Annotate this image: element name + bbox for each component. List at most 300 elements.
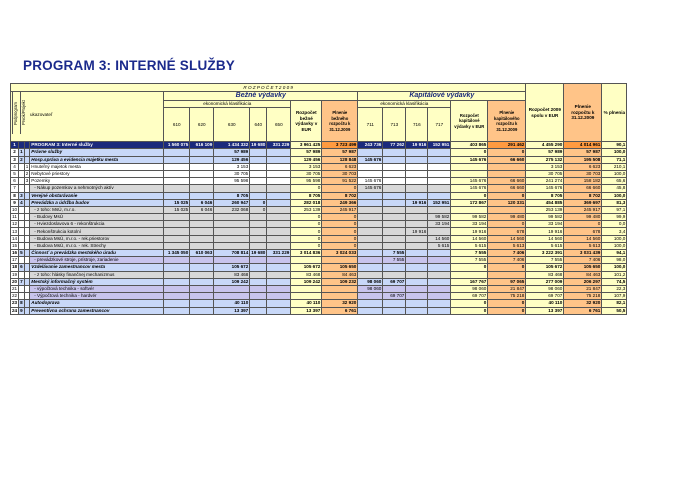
value-cell bbox=[267, 163, 291, 170]
code-717: 717 bbox=[428, 108, 451, 142]
value-cell bbox=[250, 178, 267, 185]
row-label: Činnosť a prevádzka mestského úradu bbox=[30, 250, 164, 257]
row-number: 20 bbox=[12, 278, 18, 284]
value-cell bbox=[267, 278, 291, 285]
value-cell bbox=[406, 156, 428, 163]
value-cell: 19 680 bbox=[251, 250, 266, 256]
value-cell bbox=[406, 221, 428, 228]
value-cell: 167 767 bbox=[451, 278, 488, 285]
value-cell: 84 463 bbox=[564, 271, 602, 278]
value-cell bbox=[406, 149, 428, 156]
value-cell: 145 676 bbox=[358, 156, 383, 163]
row-label: - z toho: hlásky finančnej mechanizmus bbox=[30, 271, 164, 278]
value-cell bbox=[164, 300, 190, 307]
value-cell: 7 555 bbox=[383, 257, 406, 264]
value-cell bbox=[164, 149, 190, 156]
value-cell: 69 707 bbox=[451, 293, 488, 300]
row-number: 10 bbox=[12, 206, 18, 212]
value-cell bbox=[406, 307, 428, 314]
value-cell: 4 455 290 bbox=[526, 142, 564, 149]
value-cell bbox=[164, 257, 190, 264]
row-label: - Nákup pozemkov a nehmotných aktív bbox=[30, 185, 164, 192]
value-cell bbox=[164, 271, 190, 278]
value-cell: 277 009 bbox=[526, 278, 564, 285]
value-cell: 0 bbox=[250, 199, 267, 206]
value-cell: 40 110 bbox=[291, 300, 322, 307]
value-cell: 5 615 bbox=[451, 242, 488, 249]
value-cell: 3 153 bbox=[291, 163, 322, 170]
value-cell: 0,0 bbox=[602, 221, 627, 228]
value-cell bbox=[250, 221, 267, 228]
value-cell: 30 705 bbox=[526, 170, 564, 177]
code-711: 711 bbox=[358, 108, 383, 142]
value-cell: 98,0 bbox=[602, 257, 627, 264]
value-cell: 22,3 bbox=[602, 285, 627, 292]
value-cell: 0 bbox=[322, 221, 358, 228]
value-cell: 30 705 bbox=[291, 170, 322, 177]
value-cell: 0 bbox=[291, 185, 322, 192]
podprogram-cell: 8 bbox=[20, 300, 23, 306]
value-cell: 0 bbox=[322, 228, 358, 235]
ukazovatel-header-cell bbox=[11, 92, 164, 142]
row-number: 5 bbox=[11, 170, 19, 177]
value-cell bbox=[267, 257, 291, 264]
value-cell: 0 bbox=[488, 264, 526, 271]
value-cell bbox=[406, 163, 428, 170]
value-cell bbox=[267, 285, 291, 292]
value-cell: 616 109 bbox=[190, 142, 214, 149]
code-610: 610 bbox=[164, 108, 190, 142]
value-cell: 90,1 bbox=[602, 142, 627, 149]
value-cell bbox=[383, 271, 406, 278]
value-cell bbox=[250, 300, 267, 307]
value-cell: 95 598 bbox=[291, 178, 322, 185]
value-cell: 331 229 bbox=[267, 142, 291, 149]
value-cell: 7 555 bbox=[526, 257, 564, 264]
value-cell: 8 705 bbox=[214, 192, 250, 199]
table-row bbox=[11, 192, 627, 199]
value-cell: 19 916 bbox=[406, 199, 428, 206]
value-cell bbox=[250, 228, 267, 235]
value-cell: 74,5 bbox=[602, 278, 627, 285]
value-cell bbox=[358, 257, 383, 264]
value-cell: 0 bbox=[451, 264, 488, 271]
percent-header: % plnenia bbox=[602, 84, 627, 142]
value-cell bbox=[406, 170, 428, 177]
value-cell: 3 014 836 bbox=[291, 250, 322, 257]
row-number: 21 bbox=[12, 286, 18, 292]
value-cell bbox=[291, 285, 322, 292]
table-row bbox=[11, 285, 627, 292]
value-cell bbox=[428, 257, 451, 264]
ek-klasifikacia-bezne: ekonomická klasifikácia bbox=[164, 101, 291, 108]
value-cell: 100,0 bbox=[602, 235, 627, 242]
value-cell: 99 480 bbox=[564, 214, 602, 221]
value-cell: 232 068 bbox=[214, 206, 250, 213]
value-cell: 253 139 bbox=[526, 206, 564, 213]
value-cell bbox=[383, 163, 406, 170]
row-label: - prevádzkové stroje, prístroje, zariadenie bbox=[30, 257, 164, 264]
value-cell bbox=[267, 199, 291, 206]
row-number: 16 bbox=[12, 250, 18, 256]
value-cell bbox=[190, 235, 214, 242]
kapitalove-vydavky-header: Kapitálové výdavky bbox=[358, 92, 526, 101]
value-cell: 8 705 bbox=[291, 192, 322, 199]
row-number: 13 bbox=[12, 228, 18, 234]
value-cell: 99 582 bbox=[428, 214, 451, 221]
value-cell bbox=[267, 293, 291, 300]
value-cell bbox=[383, 235, 406, 242]
value-cell bbox=[267, 156, 291, 163]
value-cell bbox=[428, 307, 451, 314]
table-row bbox=[11, 199, 627, 206]
value-cell bbox=[190, 300, 214, 307]
value-cell bbox=[428, 206, 451, 213]
value-cell bbox=[190, 170, 214, 177]
value-cell bbox=[383, 300, 406, 307]
value-cell: 14 560 bbox=[451, 235, 488, 242]
value-cell: 3 024 033 bbox=[322, 250, 358, 257]
value-cell: 83 468 bbox=[526, 271, 564, 278]
value-cell: 3 723 499 bbox=[322, 142, 358, 149]
value-cell bbox=[164, 285, 190, 292]
value-cell: 3 031 439 bbox=[564, 250, 602, 257]
value-cell bbox=[428, 185, 451, 192]
table-row bbox=[11, 293, 627, 300]
value-cell bbox=[383, 285, 406, 292]
value-cell: 0 bbox=[291, 214, 322, 221]
value-cell bbox=[250, 170, 267, 177]
value-cell: 152 951 bbox=[428, 142, 451, 149]
value-cell: 152 951 bbox=[428, 199, 451, 206]
value-cell bbox=[451, 271, 488, 278]
value-cell: 33 194 bbox=[526, 221, 564, 228]
row-label: - Budova MsÚ, m.r.o. - rek.priestorov bbox=[30, 235, 164, 242]
value-cell: 19 916 bbox=[526, 228, 564, 235]
value-cell bbox=[267, 307, 291, 314]
value-cell bbox=[164, 192, 190, 199]
value-cell bbox=[451, 170, 488, 177]
value-cell: 6 046 bbox=[190, 199, 214, 206]
code-640: 640 bbox=[250, 108, 267, 142]
value-cell: 15 025 bbox=[164, 199, 190, 206]
value-cell: 120 331 bbox=[488, 199, 526, 206]
value-cell: 145 676 bbox=[451, 178, 488, 185]
value-cell: 129 456 bbox=[291, 156, 322, 163]
value-cell bbox=[383, 192, 406, 199]
value-cell bbox=[428, 192, 451, 199]
row-number: 6 bbox=[11, 178, 19, 185]
value-cell: 105 672 bbox=[291, 264, 322, 271]
value-cell bbox=[406, 235, 428, 242]
value-cell: 243 736 bbox=[358, 142, 383, 149]
value-cell bbox=[190, 307, 214, 314]
value-cell bbox=[250, 235, 267, 242]
value-cell: 97,1 bbox=[602, 206, 627, 213]
value-cell bbox=[358, 250, 383, 257]
bezne-vydavky-header: Bežné výdavky bbox=[164, 92, 358, 101]
value-cell bbox=[406, 285, 428, 292]
value-cell bbox=[164, 235, 190, 242]
row-label: Hnuteľný majetok mesta bbox=[30, 163, 164, 170]
value-cell: 83 468 bbox=[291, 271, 322, 278]
row-label: Právne služby bbox=[30, 149, 164, 156]
row-number: 7 bbox=[11, 185, 19, 192]
value-cell: 98 060 bbox=[526, 285, 564, 292]
value-cell bbox=[383, 206, 406, 213]
value-cell bbox=[406, 178, 428, 185]
podprogram-cell: 6 bbox=[20, 264, 23, 270]
value-cell bbox=[383, 228, 406, 235]
value-cell: 1 560 075 bbox=[164, 142, 190, 149]
value-cell: 100,0 bbox=[602, 149, 627, 156]
value-cell: 6 761 bbox=[322, 307, 358, 314]
value-cell bbox=[267, 242, 291, 249]
value-cell: 21 847 bbox=[488, 285, 526, 292]
value-cell bbox=[267, 264, 291, 271]
value-cell bbox=[383, 149, 406, 156]
value-cell: 100,0 bbox=[602, 192, 627, 199]
table-row bbox=[11, 264, 627, 271]
value-cell bbox=[358, 192, 383, 199]
value-cell: 0 bbox=[488, 149, 526, 156]
value-cell: 291 462 bbox=[488, 142, 526, 149]
row-label: PROGRAM 3: Interné služby bbox=[30, 142, 164, 149]
row-number: 17 bbox=[12, 257, 18, 263]
value-cell bbox=[267, 271, 291, 278]
row-label: - Rekonštrukcia kotolní bbox=[30, 228, 164, 235]
table-row bbox=[11, 228, 627, 235]
value-cell: 101,2 bbox=[602, 271, 627, 278]
value-cell: 4 014 961 bbox=[564, 142, 602, 149]
value-cell: 50,5 bbox=[602, 307, 627, 314]
value-cell: 57 987 bbox=[322, 149, 358, 156]
value-cell bbox=[190, 278, 214, 285]
table-row bbox=[11, 242, 627, 249]
value-cell: 0 bbox=[322, 242, 358, 249]
value-cell bbox=[267, 228, 291, 235]
value-cell: 81,3 bbox=[602, 199, 627, 206]
value-cell: 13 397 bbox=[526, 307, 564, 314]
value-cell bbox=[214, 221, 250, 228]
value-cell bbox=[214, 285, 250, 292]
value-cell bbox=[406, 250, 428, 257]
code-630: 630 bbox=[214, 108, 250, 142]
value-cell bbox=[267, 170, 291, 177]
value-cell bbox=[383, 178, 406, 185]
value-cell: 678 bbox=[564, 228, 602, 235]
value-cell: 253 139 bbox=[291, 206, 322, 213]
value-cell bbox=[164, 156, 190, 163]
value-cell bbox=[267, 300, 291, 307]
value-cell bbox=[214, 235, 250, 242]
value-cell bbox=[214, 257, 250, 264]
value-cell: 14 560 bbox=[428, 235, 451, 242]
row-label: Preventívna ochrana zamestnancov bbox=[30, 307, 164, 314]
row-number: 24 bbox=[12, 307, 18, 313]
value-cell: 3 961 425 bbox=[291, 142, 322, 149]
value-cell: 105 672 bbox=[214, 264, 250, 271]
value-cell bbox=[406, 192, 428, 199]
value-cell bbox=[190, 156, 214, 163]
value-cell bbox=[190, 242, 214, 249]
value-cell: 66 660 bbox=[488, 156, 526, 163]
value-cell bbox=[164, 185, 190, 192]
table-row bbox=[11, 307, 627, 314]
value-cell: 57 989 bbox=[526, 149, 564, 156]
podprogram-cell: 1 bbox=[20, 149, 23, 155]
row-number: 3 bbox=[11, 156, 19, 163]
row-label: - Budovy MsÚ bbox=[30, 214, 164, 221]
value-cell bbox=[358, 199, 383, 206]
rozpocet-bezne-header: Rozpočet bežné výdavky v EUR bbox=[291, 101, 322, 142]
value-cell bbox=[428, 271, 451, 278]
value-cell bbox=[428, 300, 451, 307]
value-cell bbox=[190, 228, 214, 235]
value-cell bbox=[291, 257, 322, 264]
value-cell: 5 615 bbox=[428, 242, 451, 249]
table-row bbox=[11, 278, 627, 285]
row-label: Verejné obstarávanie bbox=[30, 192, 164, 199]
value-cell bbox=[214, 242, 250, 249]
value-cell: 5 615 bbox=[526, 242, 564, 249]
value-cell: 0 bbox=[564, 221, 602, 228]
value-cell bbox=[383, 199, 406, 206]
value-cell bbox=[428, 170, 451, 177]
value-cell bbox=[428, 293, 451, 300]
value-cell: 75 218 bbox=[564, 293, 602, 300]
value-cell bbox=[383, 307, 406, 314]
value-cell bbox=[358, 206, 383, 213]
value-cell: 6 623 bbox=[564, 163, 602, 170]
table-row bbox=[11, 185, 627, 192]
value-cell: 282 018 bbox=[291, 199, 322, 206]
value-cell bbox=[250, 293, 267, 300]
table-row bbox=[11, 156, 627, 163]
value-cell: 0 bbox=[488, 307, 526, 314]
rozpocet-spolu-header: Rozpočet 2009 spolu v EUR bbox=[526, 84, 564, 142]
value-cell: 32 920 bbox=[564, 300, 602, 307]
value-cell bbox=[358, 149, 383, 156]
value-cell bbox=[250, 214, 267, 221]
value-cell: 145 676 bbox=[358, 178, 383, 185]
value-cell bbox=[488, 163, 526, 170]
value-cell: 19 680 bbox=[251, 142, 266, 148]
value-cell bbox=[358, 228, 383, 235]
row-label: - Budova MsÚ, m.r.o. - rek. Strechy bbox=[30, 242, 164, 249]
value-cell bbox=[267, 192, 291, 199]
value-cell bbox=[164, 170, 190, 177]
value-cell bbox=[406, 242, 428, 249]
value-cell: 30 703 bbox=[322, 170, 358, 177]
value-cell bbox=[164, 293, 190, 300]
row-number: 18 bbox=[12, 264, 18, 270]
table-row bbox=[11, 250, 627, 257]
value-cell: 145 676 bbox=[451, 156, 488, 163]
value-cell bbox=[267, 178, 291, 185]
row-number: 19 bbox=[12, 271, 18, 277]
row-label: Mestský informačný systém bbox=[30, 278, 164, 285]
value-cell bbox=[267, 221, 291, 228]
table-row bbox=[11, 178, 627, 185]
value-cell bbox=[488, 271, 526, 278]
value-cell: 69 707 bbox=[526, 293, 564, 300]
value-cell: 109 242 bbox=[214, 278, 250, 285]
value-cell: 0 bbox=[291, 228, 322, 235]
value-cell: 0 bbox=[451, 192, 488, 199]
value-cell bbox=[406, 264, 428, 271]
row-label: Prevádzka a údržba budov bbox=[30, 199, 164, 206]
value-cell: 7 555 bbox=[451, 250, 488, 257]
code-716: 716 bbox=[406, 108, 428, 142]
row-number: 9 bbox=[11, 199, 19, 206]
value-cell bbox=[250, 242, 267, 249]
value-cell: 145 676 bbox=[451, 185, 488, 192]
value-cell: 32 920 bbox=[322, 300, 358, 307]
value-cell: 7 406 bbox=[564, 257, 602, 264]
row-label: Vzdelávanie zamestnancov mesta bbox=[30, 264, 164, 271]
value-cell: 109 242 bbox=[291, 278, 322, 285]
value-cell: 206 297 bbox=[564, 278, 602, 285]
plnenie-kap-header: Plnenie kapitálového rozpočtu k 31.12.2009 bbox=[488, 101, 526, 142]
value-cell: 0 bbox=[291, 221, 322, 228]
value-cell: 57 987 bbox=[564, 149, 602, 156]
value-cell bbox=[428, 228, 451, 235]
value-cell: 3 153 bbox=[526, 163, 564, 170]
value-cell: 195 508 bbox=[564, 156, 602, 163]
value-cell: 83 468 bbox=[214, 271, 250, 278]
value-cell bbox=[428, 278, 451, 285]
value-cell bbox=[428, 178, 451, 185]
value-cell bbox=[267, 235, 291, 242]
value-cell: 210,1 bbox=[602, 163, 627, 170]
value-cell bbox=[428, 264, 451, 271]
value-cell bbox=[358, 235, 383, 242]
value-cell: 0 bbox=[488, 221, 526, 228]
value-cell: 91 522 bbox=[322, 178, 358, 185]
value-cell: 6 623 bbox=[322, 163, 358, 170]
value-cell: 77 262 bbox=[383, 142, 406, 149]
value-cell bbox=[358, 293, 383, 300]
table-row bbox=[11, 163, 627, 170]
value-cell bbox=[451, 163, 488, 170]
value-cell bbox=[383, 264, 406, 271]
value-cell: 5 613 bbox=[488, 242, 526, 249]
rozpocet-header: R O Z P O Č E T 2 0 0 9 bbox=[11, 84, 526, 92]
prvok-cell: 1 bbox=[25, 163, 29, 169]
value-cell bbox=[214, 228, 250, 235]
value-cell bbox=[164, 163, 190, 170]
value-cell: 8 705 bbox=[526, 192, 564, 199]
value-cell: 100,0 bbox=[602, 170, 627, 177]
row-number: 2 bbox=[11, 149, 19, 156]
value-cell: 145 676 bbox=[358, 185, 383, 192]
row-label: Pozemky bbox=[30, 178, 164, 185]
value-cell bbox=[291, 293, 322, 300]
plnenie-spolu-header: Plnenie rozpočtu k 31.12.2009 bbox=[564, 84, 602, 142]
table-row bbox=[11, 214, 627, 221]
value-cell: 14 560 bbox=[488, 235, 526, 242]
value-cell: 3,4 bbox=[602, 228, 627, 235]
value-cell: 403 865 bbox=[451, 142, 488, 149]
value-cell: 57 989 bbox=[291, 149, 322, 156]
value-cell bbox=[406, 271, 428, 278]
value-cell bbox=[164, 264, 190, 271]
value-cell bbox=[190, 221, 214, 228]
prvok-cell: 2 bbox=[25, 171, 29, 177]
value-cell: 100,0 bbox=[602, 264, 627, 271]
value-cell bbox=[428, 149, 451, 156]
